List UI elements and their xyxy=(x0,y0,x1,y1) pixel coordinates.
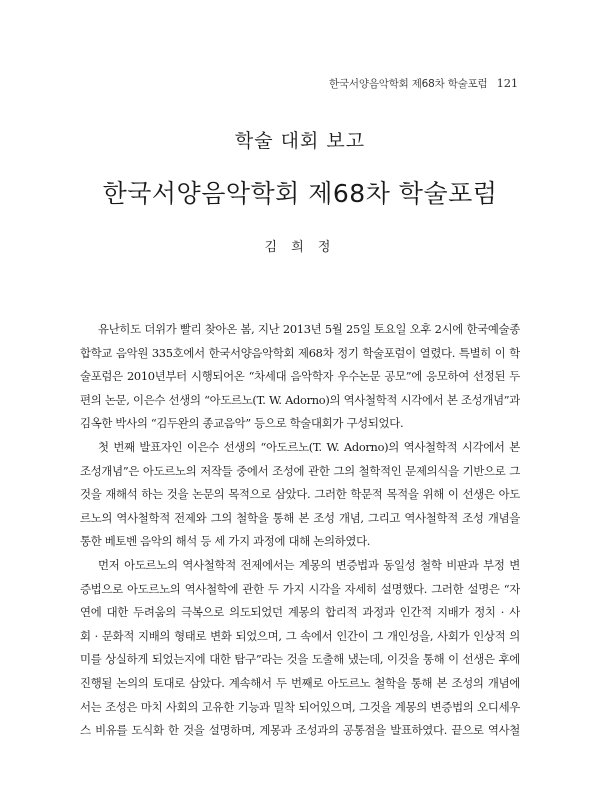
body-line: 먼저 아도르노의 역사철학적 전제에서는 계몽의 변증법과 동일성 철학 비판과 부정 변 xyxy=(98,557,520,572)
body-line: 연에 대한 두려움의 극복으로 의도되었던 계몽의 합리적 과정과 인간적 지배가 정치 · 사 xyxy=(80,605,520,620)
body-line: 첫 번째 발표자인 이은수 선생의 “아도르노(T. W. Adorno)의 역사철학적 시각에서 본 xyxy=(98,439,520,454)
body-line: 서는 조성은 마치 사회의 고유한 기능과 밀착 되어있으며, 그것을 계몽의 변증법의 오디세우 xyxy=(80,699,520,714)
body-line: 스 비유를 도식화 한 것을 설명하며, 계몽과 조성과의 공통점을 발표하였다. 끝으로 역사철 xyxy=(80,723,520,738)
body-line: 편의 논문, 이은수 선생의 “아도르노(T. W. Adorno)의 역사철학적 시각에서 본 조성개념”과 xyxy=(80,392,520,407)
body-line: 통한 베토벤 음악의 해석 등 세 가지 과정에 대해 논의하였다. xyxy=(80,534,371,549)
author-name: 김 희 정 xyxy=(264,240,336,255)
body-line: 것을 재해석 하는 것을 논문의 목적으로 삼았다. 그러한 학문적 목적을 위해 이 선생은 아도 xyxy=(80,487,520,502)
page-number: 121 xyxy=(496,76,518,90)
body-line: 김옥한 박사의 “김두완의 종교음악” 등으로 학술대회가 구성되었다. xyxy=(80,416,404,431)
body-line: 미를 상실하게 되었는지에 대한 탐구”라는 것을 도출해 냈는데, 이것을 통해 이 선생은 후에 xyxy=(80,652,520,667)
body-line: 술포럼은 2010년부터 시행되어온 “차세대 음악학자 우수논문 공모”에 응모하여 선정된 두 xyxy=(80,369,520,384)
body-line: 증법으로 아도르노의 역사철학에 관한 두 가지 시각을 자세히 설명했다. 그러한 설명은 “자 xyxy=(80,581,520,596)
body-line: 유난히도 더위가 빨리 찾아온 봄, 지난 2013년 5월 25일 토요일 오후 2시에 한국예술종 xyxy=(98,322,520,336)
body-line: 회 · 문화적 지배의 형태로 변화 되었으며, 그 속에서 인간이 그 개인성을, 사회가 인상적 의 xyxy=(80,628,520,643)
body-line: 진행될 논의의 토대로 삼았다. 계속해서 두 번째로 아도르노 철학을 통해 본 조성의 개념에 xyxy=(80,675,520,690)
page-title: 한국서양음악학회 제68차 학술포럼 xyxy=(102,179,498,208)
body-line: 르노의 역사철학적 전제와 그의 철학을 통해 본 조성 개념, 그리고 역사철학적 조성 개념을 xyxy=(80,510,520,525)
running-header xyxy=(329,76,518,91)
body-line: 합학교 음악원 335호에서 한국서양음악학회 제68차 정기 학술포럼이 열렸다. 특별히 이 학 xyxy=(80,345,520,360)
body-line: 조성개념”은 아도르노의 저작들 중에서 조성에 관한 그의 철학적인 문제의식을 기반으로 그 xyxy=(80,463,520,478)
section-kicker: 학술 대회 보고 xyxy=(234,130,366,152)
running-title: 한국서양음악학회 제68차 학술포럼 xyxy=(329,78,488,90)
article-body xyxy=(80,318,520,743)
